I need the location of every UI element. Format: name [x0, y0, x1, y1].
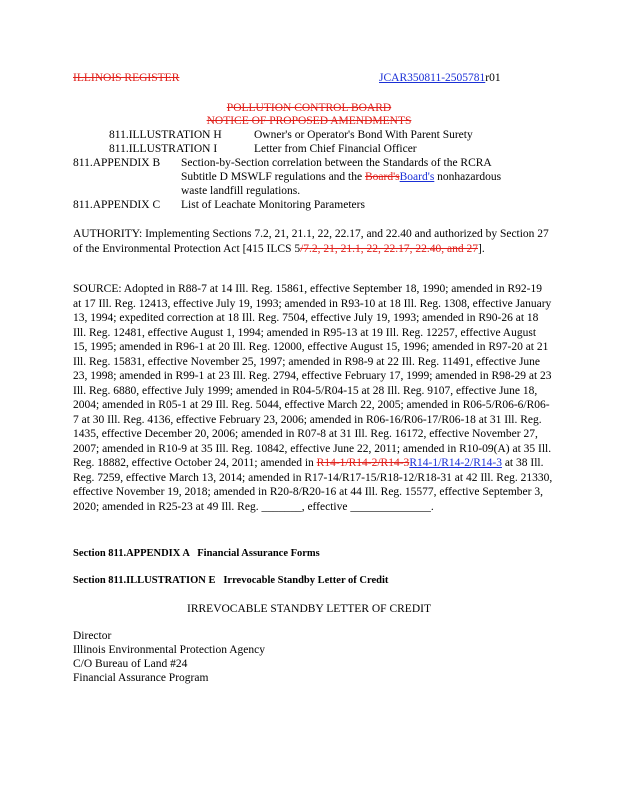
address-line-3: C/O Bureau of Land #24 [73, 658, 188, 670]
authority-paragraph: AUTHORITY: Implementing Sections 7.2, 21, 21.1, 22, 22.17, and 22.40 and authorized by Section 27 of the Environmental Protection Act [415 ILCS 5/7.2, 21, 21.1, 22, 22.17, 22.40, and 27]. [73, 228, 549, 255]
register-name: ILLINOIS REGISTER [73, 72, 180, 84]
board-name: POLLUTION CONTROL BOARD [226, 102, 392, 114]
address-line-4: Financial Assurance Program [73, 672, 209, 684]
toc-appendix-b-line3: waste landfill regulations. [181, 185, 301, 197]
heading-appendix-a: Section 811.APPENDIX A Financial Assurance Forms [73, 548, 320, 559]
address-line-2: Illinois Environmental Protection Agency [73, 644, 265, 656]
jcar-code: JCAR350811-2505781 [379, 72, 486, 84]
notice-title: NOTICE OF PROPOSED AMENDMENTS [206, 115, 412, 127]
toc-illustration-h: 811.ILLUSTRATION H Owner's or Operator's Bond With Parent Surety [109, 129, 473, 141]
toc-appendix-b: 811.APPENDIX B Section-by-Section correlation between the Standards of the RCRA [73, 157, 492, 169]
letter-title: IRREVOCABLE STANDBY LETTER OF CREDIT [187, 603, 431, 615]
toc-appendix-b-line2: Subtitle D MSWLF regulations and the Board'sBoard's nonhazardous [181, 171, 502, 183]
header-right [379, 72, 501, 84]
revision-suffix: r01 [485, 72, 501, 84]
toc-appendix-c: 811.APPENDIX C List of Leachate Monitoring Parameters [73, 199, 365, 211]
address-line-1: Director [73, 630, 112, 642]
header-left-deleted [73, 72, 179, 84]
heading-illustration-e: Section 811.ILLUSTRATION E Irrevocable Standby Letter of Credit [73, 575, 389, 586]
source-paragraph: SOURCE: Adopted in R88-7 at 14 Ill. Reg. 15861, effective September 18, 1990; amended in R92-19 at 17 Ill. Reg. 12413, effective July 19, 1993; amended in R93-10 at 18 Ill. Reg. 1308, effective January 13, 1994; expedited correction at 18 Ill. Reg. 7504, effective July 19, 1993; amended in R90-26 at 18 Ill. Reg. 12481, effective August 1, 1994; amended in R95-13 at 19 Ill. Reg. 12257, effective August 15, 1995; amended in R96-1 at 20 Ill. Reg. 12000, effective August 15, 1996; amended in R97-20 at 21 Ill. Reg. 15831, effective November 25, 1997; amended in R98-9 at 22 Ill. Reg. 11491, effective June 23, 1998; amended in R99-1 at 23 Ill. Reg. 2794, effective February 17, 1999; amended in R98-29 at 23 Ill. Reg. 6880, effective July 1999; amended in R04-5/R04-15 at 28 Ill. Reg. 9107, effective June 18, 2004; amended in R05-1 at 29 Ill. Reg. 5044, effective March 22, 2005; amended in R06-5/R06-6/R06-7 at 30 Ill. Reg. 4136, effective February 23, 2006; amended in R06-16/R06-17/R06-18 at 31 Ill. Reg. 1435, effective December 20, 2006; amended in R07-8 at 31 Ill. Reg. 16172, effective November 27, 2007; amended in R10-9 at 35 Ill. Reg. 10842, effective June 22, 2011; amended in R10-09(A) at 35 Ill. Reg. 18882, effective October 24, 2011; amended in R14-1/R14-2/R14-3R14-1/R14-2/R14-3 at 38 Ill. Reg. 7259, effective March 13, 2014; amended in R17-14/R17-15/R18-12/R18-31 at 42 Ill. Reg. 21330, effective November 19, 2018; amended in R20-8/R20-16 at 44 Ill. Reg. 15577, effective September 3, 2020; amended in R25-23 at 49 Ill. Reg. _______, effective ______________. [73, 283, 553, 513]
toc-illustration-i: 811.ILLUSTRATION I Letter from Chief Financial Officer [109, 143, 417, 155]
